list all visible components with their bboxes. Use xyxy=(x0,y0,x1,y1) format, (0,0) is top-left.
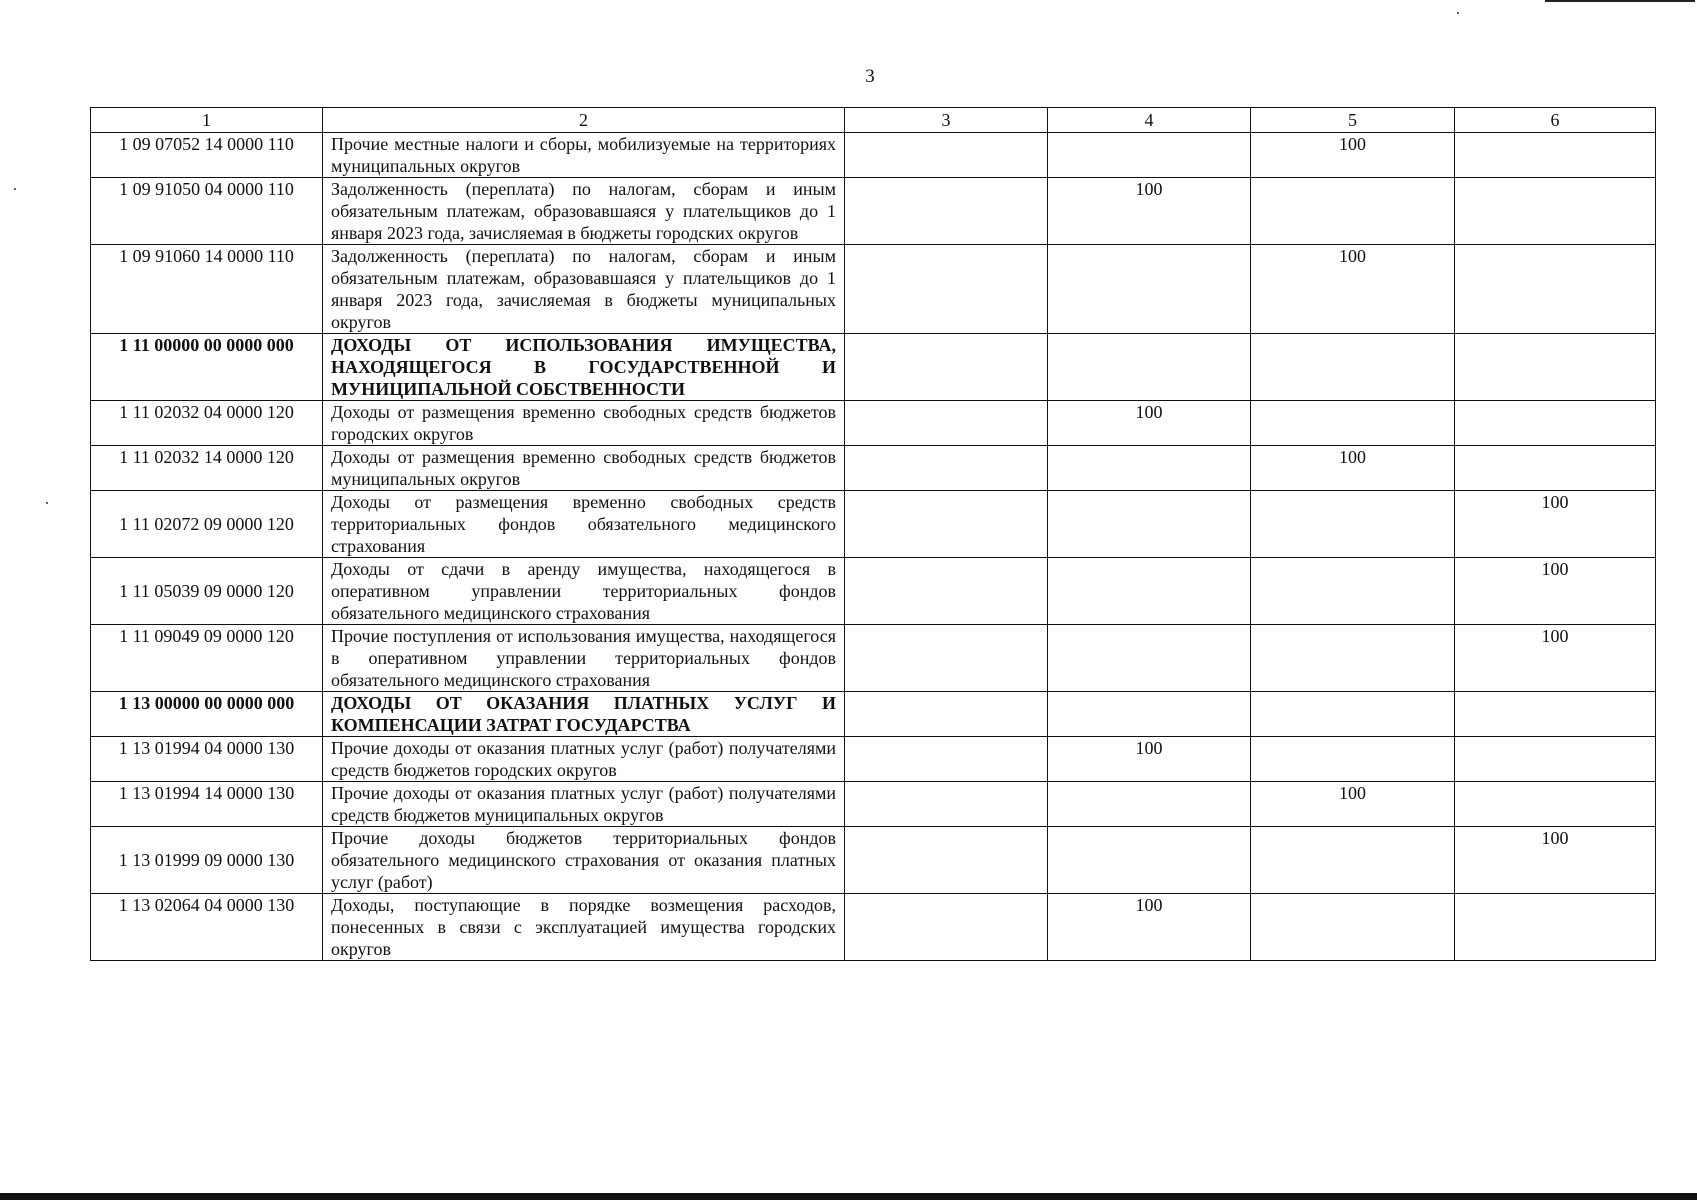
value-cell-col6 xyxy=(1455,178,1656,245)
value-cell-col3 xyxy=(845,782,1048,827)
value-cell-col3 xyxy=(845,133,1048,178)
budget-code-cell: 1 09 91050 04 0000 110 xyxy=(91,178,323,245)
value-cell-col5 xyxy=(1251,401,1455,446)
value-cell-col3 xyxy=(845,446,1048,491)
value-cell-col6: 100 xyxy=(1455,491,1656,558)
value-cell-col5 xyxy=(1251,692,1455,737)
budget-code-cell: 1 11 02032 04 0000 120 xyxy=(91,401,323,446)
revenue-name-cell: Прочие доходы от оказания платных услуг (работ) получателями средств бюджетов городских округов xyxy=(323,737,845,782)
revenue-name-cell: Доходы от размещения временно свободных средств бюджетов городских округов xyxy=(323,401,845,446)
revenue-name-cell: Доходы, поступающие в порядке возмещения расходов, понесенных в связи с эксплуатацией имущества городских округов xyxy=(323,894,845,961)
top-edge-rule xyxy=(1545,0,1695,2)
budget-code-cell: 1 13 01994 14 0000 130 xyxy=(91,782,323,827)
bottom-edge-rule xyxy=(0,1193,1697,1200)
header-cell-3: 3 xyxy=(845,108,1048,133)
value-cell-col3 xyxy=(845,334,1048,401)
value-cell-col3 xyxy=(845,491,1048,558)
budget-code-cell: 1 13 00000 00 0000 000 xyxy=(91,692,323,737)
value-cell-col3 xyxy=(845,625,1048,692)
value-cell-col4: 100 xyxy=(1048,401,1251,446)
value-cell-col6: 100 xyxy=(1455,625,1656,692)
value-cell-col4 xyxy=(1048,133,1251,178)
revenue-name-cell: ДОХОДЫ ОТ ИСПОЛЬЗОВАНИЯ ИМУЩЕСТВА, НАХОДЯЩЕГОСЯ В ГОСУДАРСТВЕННОЙ И МУНИЦИПАЛЬНОЙ СОБСТВЕННОСТИ xyxy=(323,334,845,401)
value-cell-col4 xyxy=(1048,692,1251,737)
value-cell-col6: 100 xyxy=(1455,558,1656,625)
header-cell-2: 2 xyxy=(323,108,845,133)
scan-speck xyxy=(14,188,16,190)
value-cell-col6 xyxy=(1455,401,1656,446)
header-cell-5: 5 xyxy=(1251,108,1455,133)
revenue-name-cell: Прочие поступления от использования имущества, находящегося в оперативном управлении территориальных фондов обязательного медицинского страхования xyxy=(323,625,845,692)
value-cell-col5: 100 xyxy=(1251,245,1455,334)
revenue-name-cell: Доходы от размещения временно свободных средств бюджетов муниципальных округов xyxy=(323,446,845,491)
budget-code-cell: 1 11 05039 09 0000 120 xyxy=(91,558,323,625)
table-row xyxy=(91,692,1656,737)
value-cell-col6 xyxy=(1455,737,1656,782)
value-cell-col4 xyxy=(1048,827,1251,894)
header-cell-1: 1 xyxy=(91,108,323,133)
table-row xyxy=(91,133,1656,178)
value-cell-col5 xyxy=(1251,491,1455,558)
table-body xyxy=(91,133,1656,961)
scan-speck xyxy=(46,502,48,504)
value-cell-col3 xyxy=(845,894,1048,961)
table-row xyxy=(91,625,1656,692)
revenue-name-cell: Доходы от сдачи в аренду имущества, находящегося в оперативном управлении территориальных фондов обязательного медицинского страхования xyxy=(323,558,845,625)
value-cell-col6 xyxy=(1455,133,1656,178)
value-cell-col6 xyxy=(1455,334,1656,401)
value-cell-col3 xyxy=(845,692,1048,737)
value-cell-col6 xyxy=(1455,446,1656,491)
value-cell-col4 xyxy=(1048,446,1251,491)
table-row xyxy=(91,737,1656,782)
value-cell-col4 xyxy=(1048,558,1251,625)
value-cell-col5: 100 xyxy=(1251,446,1455,491)
value-cell-col6 xyxy=(1455,692,1656,737)
revenue-name-cell: Прочие доходы от оказания платных услуг (работ) получателями средств бюджетов муниципальных округов xyxy=(323,782,845,827)
value-cell-col3 xyxy=(845,401,1048,446)
value-cell-col5: 100 xyxy=(1251,133,1455,178)
value-cell-col4 xyxy=(1048,334,1251,401)
table-row xyxy=(91,827,1656,894)
revenue-name-cell: Задолженность (переплата) по налогам, сборам и иным обязательным платежам, образовавшаяся у плательщиков до 1 января 2023 года, зачисляемая в бюджеты муниципальных округов xyxy=(323,245,845,334)
value-cell-col4 xyxy=(1048,782,1251,827)
table-row xyxy=(91,782,1656,827)
value-cell-col6: 100 xyxy=(1455,827,1656,894)
value-cell-col3 xyxy=(845,178,1048,245)
table-row xyxy=(91,178,1656,245)
value-cell-col5 xyxy=(1251,625,1455,692)
budget-code-cell: 1 11 09049 09 0000 120 xyxy=(91,625,323,692)
value-cell-col4 xyxy=(1048,491,1251,558)
value-cell-col5: 100 xyxy=(1251,782,1455,827)
value-cell-col4 xyxy=(1048,245,1251,334)
page-number: 3 xyxy=(865,66,875,87)
value-cell-col6 xyxy=(1455,245,1656,334)
budget-code-cell: 1 13 02064 04 0000 130 xyxy=(91,894,323,961)
table-row xyxy=(91,894,1656,961)
value-cell-col3 xyxy=(845,558,1048,625)
header-cell-6: 6 xyxy=(1455,108,1656,133)
value-cell-col4: 100 xyxy=(1048,737,1251,782)
budget-code-cell: 1 11 00000 00 0000 000 xyxy=(91,334,323,401)
scan-speck xyxy=(1457,12,1459,14)
header-cell-4: 4 xyxy=(1048,108,1251,133)
budget-code-cell: 1 11 02032 14 0000 120 xyxy=(91,446,323,491)
table-row xyxy=(91,401,1656,446)
value-cell-col5 xyxy=(1251,178,1455,245)
value-cell-col4 xyxy=(1048,625,1251,692)
revenue-distribution-table xyxy=(90,107,1656,961)
budget-code-cell: 1 09 91060 14 0000 110 xyxy=(91,245,323,334)
value-cell-col5 xyxy=(1251,558,1455,625)
value-cell-col3 xyxy=(845,245,1048,334)
revenue-name-cell: Доходы от размещения временно свободных средств территориальных фондов обязательного медицинского страхования xyxy=(323,491,845,558)
value-cell-col4: 100 xyxy=(1048,178,1251,245)
table-row xyxy=(91,334,1656,401)
value-cell-col6 xyxy=(1455,782,1656,827)
value-cell-col3 xyxy=(845,827,1048,894)
table-row xyxy=(91,491,1656,558)
revenue-name-cell: ДОХОДЫ ОТ ОКАЗАНИЯ ПЛАТНЫХ УСЛУГ И КОМПЕНСАЦИИ ЗАТРАТ ГОСУДАРСТВА xyxy=(323,692,845,737)
value-cell-col5 xyxy=(1251,827,1455,894)
table-row xyxy=(91,446,1656,491)
budget-code-cell: 1 09 07052 14 0000 110 xyxy=(91,133,323,178)
budget-code-cell: 1 13 01994 04 0000 130 xyxy=(91,737,323,782)
revenue-name-cell: Задолженность (переплата) по налогам, сборам и иным обязательным платежам, образовавшаяся у плательщиков до 1 января 2023 года, зачисляемая в бюджеты городских округов xyxy=(323,178,845,245)
budget-code-cell: 1 11 02072 09 0000 120 xyxy=(91,491,323,558)
value-cell-col5 xyxy=(1251,894,1455,961)
revenue-name-cell: Прочие доходы бюджетов территориальных фондов обязательного медицинского страхования от оказания платных услуг (работ) xyxy=(323,827,845,894)
value-cell-col4: 100 xyxy=(1048,894,1251,961)
value-cell-col5 xyxy=(1251,737,1455,782)
value-cell-col6 xyxy=(1455,894,1656,961)
value-cell-col3 xyxy=(845,737,1048,782)
value-cell-col5 xyxy=(1251,334,1455,401)
table-row xyxy=(91,558,1656,625)
budget-code-cell: 1 13 01999 09 0000 130 xyxy=(91,827,323,894)
table-header-row xyxy=(91,108,1656,133)
table-row xyxy=(91,245,1656,334)
revenue-name-cell: Прочие местные налоги и сборы, мобилизуемые на территориях муниципальных округов xyxy=(323,133,845,178)
